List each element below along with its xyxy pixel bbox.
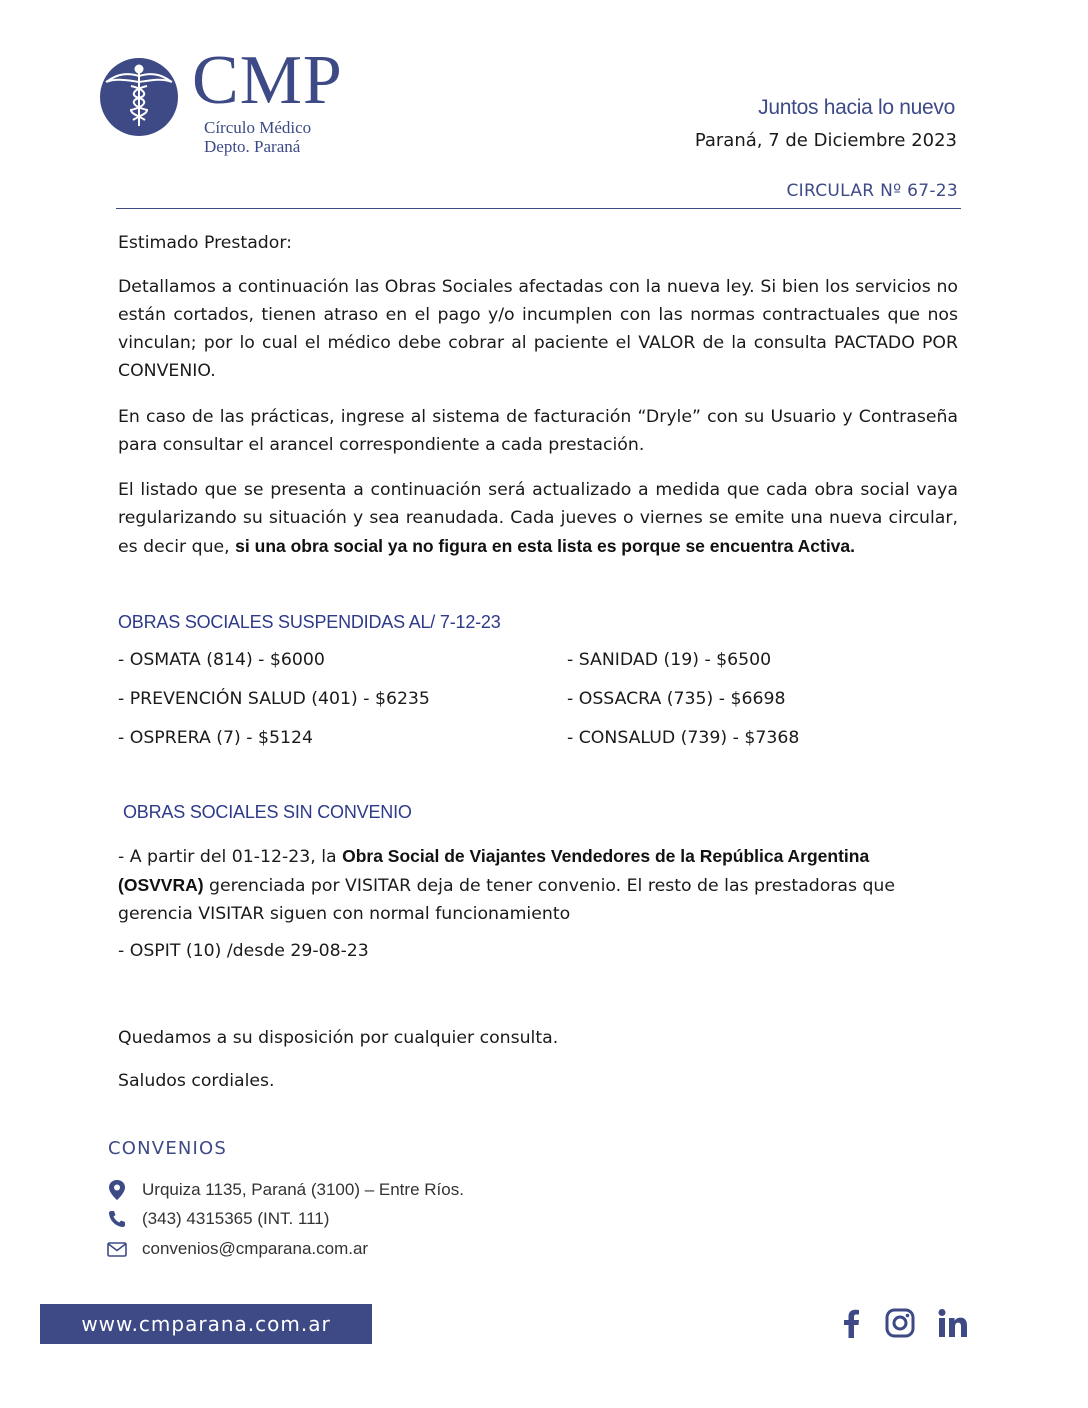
location-pin-icon: [106, 1179, 128, 1201]
sin-convenio-item-1: [118, 842, 948, 928]
suspended-item: - OSSACRA (735) - $6698: [567, 689, 786, 709]
address-row: [106, 1178, 464, 1202]
paragraph-2: En caso de las prácticas, ingrese al sistema de facturación “Dryle” con su Usuario y Contraseña para consultar el arancel correspondiente a cada prestación.: [118, 407, 958, 455]
suspended-title: OBRAS SOCIALES SUSPENDIDAS AL/ 7-12-23: [118, 612, 501, 632]
footer-title: CONVENIOS: [108, 1138, 228, 1159]
suspended-item: - PREVENCIÓN SALUD (401) - $6235: [118, 689, 430, 709]
logo-subtitle-1: Círculo Médico: [204, 118, 312, 137]
greeting: Estimado Prestador:: [118, 233, 292, 253]
suspended-item: - CONSALUD (739) - $7368: [567, 728, 800, 748]
phone-icon: [106, 1208, 128, 1230]
logo-subtitle-2: Depto. Paraná: [204, 137, 301, 156]
linkedin-icon[interactable]: [936, 1306, 970, 1340]
suspended-item: - SANIDAD (19) - $6500: [567, 650, 772, 670]
instagram-icon[interactable]: [883, 1306, 917, 1340]
tagline: Juntos hacia lo nuevo: [758, 96, 955, 119]
phone-text: (343) 4315365 (INT. 111): [142, 1209, 330, 1228]
email-row: [106, 1237, 368, 1261]
closing-salutation: Saludos cordiales.: [118, 1071, 275, 1091]
mail-icon: [106, 1238, 128, 1260]
circular-number: CIRCULAR Nº 67-23: [786, 181, 958, 201]
sin-convenio-item-2: - OSPIT (10) /desde 29-08-23: [118, 941, 369, 961]
sin-convenio-title: OBRAS SOCIALES SIN CONVENIO: [123, 802, 412, 822]
phone-row: [106, 1207, 329, 1231]
paragraph-3-emphasis: si una obra social ya no figura en esta lista es porque se encuentra Activa.: [235, 536, 856, 556]
logo-wordmark: CMP: [192, 42, 343, 119]
paragraph-3-text: El listado que se presenta a continuación será actualizado a medida que cada obra social vaya regularizando su situación y sea reanudada. Cada jueves o viernes se emite una nueva circular, es decir que,: [118, 480, 958, 557]
paragraph-3: [118, 476, 958, 561]
sin-convenio-item-1-lead: - A partir del 01-12-23, la: [118, 847, 343, 867]
sin-convenio-item-1-rest: gerenciada por VISITAR deja de tener convenio. El resto de las prestadoras que gerencia VISITAR siguen con normal funcionamiento: [118, 876, 896, 924]
paragraph-1: Detallamos a continuación las Obras Sociales afectadas con la nueva ley. Si bien los servicios no están cortados, tienen atraso en el pago y/o incumplen con las normas contractuales que nos vinculan; por lo cual el médico debe cobrar al paciente el VALOR de la consulta PACTADO POR CONVENIO.: [118, 277, 958, 381]
email-text[interactable]: convenios@cmparana.com.ar: [142, 1239, 369, 1258]
suspended-item: - OSMATA (814) - $6000: [118, 650, 325, 670]
suspended-item: - OSPRERA (7) - $5124: [118, 728, 313, 748]
closing-line: Quedamos a su disposición por cualquier consulta.: [118, 1028, 559, 1048]
address-text: Urquiza 1135, Paraná (3100) – Entre Ríos.: [142, 1180, 464, 1199]
caduceus-logo-icon: [100, 58, 178, 136]
osvvra-name: Obra Social de Viajantes Vendedores de la República Argentina (OSVVRA): [118, 846, 870, 895]
facebook-icon[interactable]: [834, 1306, 868, 1340]
website-link[interactable]: www.cmparana.com.ar: [40, 1304, 372, 1344]
header-divider: [116, 208, 961, 209]
letter-date: Paraná, 7 de Diciembre 2023: [694, 130, 957, 151]
